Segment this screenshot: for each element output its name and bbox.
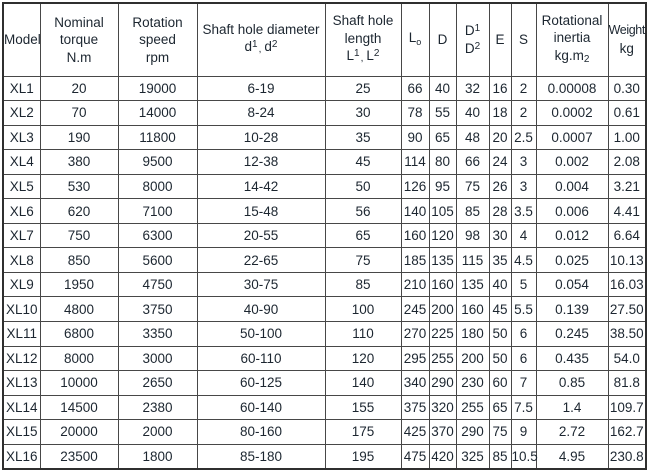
- cell-weight: 162.7: [608, 420, 646, 445]
- cell-l0: 160: [401, 223, 429, 248]
- table-row: [3, 371, 646, 396]
- cell-torque: 4800: [40, 297, 118, 322]
- cell-torque: 20000: [40, 420, 118, 445]
- cell-model: XL12: [3, 346, 40, 371]
- header-row: [3, 3, 646, 76]
- cell-speed: 11800: [118, 125, 197, 150]
- cell-inertia: 0.435: [536, 346, 608, 371]
- header-line: Rotation: [132, 14, 183, 30]
- cell-diameter: 22-65: [197, 248, 325, 273]
- cell-diameter: 80-160: [197, 420, 325, 445]
- cell-model: XL14: [3, 395, 40, 420]
- col-header-weight: [608, 3, 646, 76]
- cell-torque: 10000: [40, 371, 118, 396]
- cell-d1d2: 160: [456, 297, 489, 322]
- cell-d1d2: 98: [456, 223, 489, 248]
- spec-table: [2, 2, 647, 470]
- cell-diameter: 14-42: [197, 174, 325, 199]
- cell-length: 120: [325, 346, 401, 371]
- cell-diameter: 6-19: [197, 76, 325, 101]
- symbol-d1-sup: 1: [474, 23, 481, 35]
- cell-e: 18: [489, 101, 511, 126]
- inertia-unit-sub: 2: [583, 53, 590, 65]
- cell-l0: 185: [401, 248, 429, 273]
- cell-diameter: 10-28: [197, 125, 325, 150]
- cell-inertia: 0.002: [536, 150, 608, 175]
- cell-model: XL4: [3, 150, 40, 175]
- cell-d1d2: 255: [456, 395, 489, 420]
- cell-d: 95: [429, 174, 456, 199]
- header-line: Weight: [608, 23, 645, 38]
- cell-d1d2: 200: [456, 346, 489, 371]
- cell-speed: 2650: [118, 371, 197, 396]
- header-line: [457, 22, 489, 40]
- cell-weight: 0.61: [608, 101, 646, 126]
- symbol-d2-sup: 2: [474, 40, 481, 52]
- col-header-d: [429, 3, 456, 76]
- symbol-separator: ,: [258, 44, 262, 56]
- cell-inertia: 0.0007: [536, 125, 608, 150]
- cell-e: 26: [489, 174, 511, 199]
- cell-speed: 9500: [118, 150, 197, 175]
- symbol-l1-sup: 1: [354, 48, 360, 59]
- header-line: S: [518, 32, 528, 47]
- table-row: [3, 321, 646, 346]
- col-header-rotational-inertia: [536, 3, 608, 76]
- cell-d: 160: [429, 272, 456, 297]
- cell-e: 30: [489, 223, 511, 248]
- cell-length: 175: [325, 420, 401, 445]
- cell-speed: 2000: [118, 420, 197, 445]
- cell-l0: 210: [401, 272, 429, 297]
- cell-weight: 0.30: [608, 76, 646, 101]
- cell-s: 2: [511, 76, 536, 101]
- cell-s: 3: [511, 150, 536, 175]
- cell-speed: 19000: [118, 76, 197, 101]
- col-header-l: [401, 3, 429, 76]
- cell-l0: 475: [401, 444, 429, 469]
- cell-model: XL5: [3, 174, 40, 199]
- cell-d: 105: [429, 199, 456, 224]
- cell-d: 200: [429, 297, 456, 322]
- cell-e: 50: [489, 321, 511, 346]
- cell-length: 110: [325, 321, 401, 346]
- cell-length: 100: [325, 297, 401, 322]
- cell-s: 2.5: [511, 125, 536, 150]
- cell-model: XL15: [3, 420, 40, 445]
- symbol-d2-base: D: [464, 40, 475, 56]
- cell-d1d2: 40: [456, 101, 489, 126]
- cell-e: 28: [489, 199, 511, 224]
- table-row: [3, 125, 646, 150]
- cell-weight: 3.21: [608, 174, 646, 199]
- cell-length: 45: [325, 150, 401, 175]
- table-row: [3, 248, 646, 273]
- cell-length: 85: [325, 272, 401, 297]
- cell-e: 65: [489, 395, 511, 420]
- cell-d1d2: 135: [456, 272, 489, 297]
- cell-model: XL10: [3, 297, 40, 322]
- cell-torque: 23500: [40, 444, 118, 469]
- cell-inertia: 0.245: [536, 321, 608, 346]
- cell-torque: 20: [40, 76, 118, 101]
- symbol-l2-sup: 2: [373, 48, 380, 59]
- cell-l0: 114: [401, 150, 429, 175]
- cell-model: XL9: [3, 272, 40, 297]
- col-header-shaft-hole-length: [325, 3, 401, 76]
- cell-model: XL2: [3, 101, 40, 126]
- cell-speed: 3350: [118, 321, 197, 346]
- header-line: speed: [139, 32, 176, 47]
- cell-l0: 425: [401, 420, 429, 445]
- header-line: inertia: [553, 30, 591, 45]
- cell-l0: 126: [401, 174, 429, 199]
- cell-inertia: 1.4: [536, 395, 608, 420]
- cell-length: 35: [325, 125, 401, 150]
- table-header: [3, 3, 646, 76]
- cell-inertia: 0.012: [536, 223, 608, 248]
- cell-speed: 2380: [118, 395, 197, 420]
- cell-torque: 8000: [40, 346, 118, 371]
- header-line: D: [437, 32, 448, 47]
- header-line: N.m: [66, 49, 92, 65]
- cell-s: 4: [511, 223, 536, 248]
- cell-e: 24: [489, 150, 511, 175]
- cell-d: 55: [429, 101, 456, 126]
- cell-diameter: 60-125: [197, 371, 325, 396]
- cell-d1d2: 180: [456, 321, 489, 346]
- cell-model: XL11: [3, 321, 40, 346]
- table-row: [3, 395, 646, 420]
- cell-torque: 380: [40, 150, 118, 175]
- cell-speed: 6300: [118, 223, 197, 248]
- table-row: [3, 346, 646, 371]
- symbol-d2-base: d: [264, 39, 272, 55]
- cell-d1d2: 48: [456, 125, 489, 150]
- cell-d: 120: [429, 223, 456, 248]
- cell-s: 3.5: [511, 199, 536, 224]
- cell-s: 2: [511, 101, 536, 126]
- cell-d1d2: 290: [456, 420, 489, 445]
- cell-torque: 530: [40, 174, 118, 199]
- table-body: [3, 76, 646, 469]
- cell-length: 65: [325, 223, 401, 248]
- cell-torque: 14500: [40, 395, 118, 420]
- cell-l0: 270: [401, 321, 429, 346]
- cell-s: 4.5: [511, 248, 536, 273]
- cell-inertia: 0.006: [536, 199, 608, 224]
- cell-weight: 6.64: [608, 223, 646, 248]
- cell-e: 16: [489, 76, 511, 101]
- cell-e: 60: [489, 371, 511, 396]
- symbol-d1-sup: 1: [252, 39, 258, 51]
- cell-speed: 14000: [118, 101, 197, 126]
- cell-d: 420: [429, 444, 456, 469]
- cell-speed: 1800: [118, 444, 197, 469]
- cell-l0: 340: [401, 371, 429, 396]
- symbol-l0-base: L: [408, 29, 417, 45]
- cell-e: 75: [489, 420, 511, 445]
- symbol-d2-sup: 2: [271, 39, 278, 51]
- cell-length: 195: [325, 444, 401, 469]
- cell-d1d2: 66: [456, 150, 489, 175]
- cell-inertia: 2.72: [536, 420, 608, 445]
- cell-l0: 295: [401, 346, 429, 371]
- table-row: [3, 420, 646, 445]
- cell-s: 3: [511, 174, 536, 199]
- cell-d1d2: 325: [456, 444, 489, 469]
- header-line: torque: [59, 32, 99, 47]
- cell-length: 30: [325, 101, 401, 126]
- cell-model: XL1: [3, 76, 40, 101]
- cell-torque: 750: [40, 223, 118, 248]
- cell-torque: 70: [40, 101, 118, 126]
- cell-diameter: 85-180: [197, 444, 325, 469]
- table-row: [3, 76, 646, 101]
- cell-s: 7: [511, 371, 536, 396]
- cell-model: XL6: [3, 199, 40, 224]
- cell-diameter: 12-38: [197, 150, 325, 175]
- cell-torque: 190: [40, 125, 118, 150]
- cell-diameter: 8-24: [197, 101, 325, 126]
- cell-d: 80: [429, 150, 456, 175]
- cell-s: 10.5: [511, 444, 536, 469]
- cell-model: XL3: [3, 125, 40, 150]
- header-line: Model: [4, 32, 41, 47]
- cell-e: 85: [489, 444, 511, 469]
- header-line: Nominal: [54, 14, 104, 30]
- col-header-shaft-hole-diameter: [197, 3, 325, 76]
- cell-speed: 3750: [118, 297, 197, 322]
- inertia-unit-base: kg.m: [554, 47, 584, 63]
- cell-d: 40: [429, 76, 456, 101]
- cell-speed: 5600: [118, 248, 197, 273]
- cell-d: 290: [429, 371, 456, 396]
- cell-d1d2: 32: [456, 76, 489, 101]
- cell-weight: 2.08: [608, 150, 646, 175]
- cell-inertia: 0.054: [536, 272, 608, 297]
- cell-s: 6: [511, 346, 536, 371]
- cell-diameter: 30-75: [197, 272, 325, 297]
- cell-l0: 375: [401, 395, 429, 420]
- symbol-d1-base: d: [244, 39, 253, 55]
- symbol-l2-base: L: [366, 48, 374, 63]
- col-header-nominal-torque: [40, 3, 118, 76]
- table-row: [3, 223, 646, 248]
- table-row: [3, 444, 646, 469]
- header-line: [457, 40, 489, 58]
- cell-diameter: 20-55: [197, 223, 325, 248]
- symbol-l1-base: L: [346, 48, 355, 63]
- cell-weight: 27.50: [608, 297, 646, 322]
- symbol-l0-sub: o: [416, 36, 422, 47]
- cell-length: 140: [325, 371, 401, 396]
- cell-model: XL13: [3, 371, 40, 396]
- cell-s: 7.5: [511, 395, 536, 420]
- cell-d: 135: [429, 248, 456, 273]
- cell-diameter: 40-90: [197, 297, 325, 322]
- header-line: rpm: [145, 49, 170, 65]
- table-row: [3, 150, 646, 175]
- cell-inertia: 0.025: [536, 248, 608, 273]
- cell-speed: 4750: [118, 272, 197, 297]
- table-row: [3, 174, 646, 199]
- cell-weight: 54.0: [608, 346, 646, 371]
- cell-d: 225: [429, 321, 456, 346]
- header-line: [198, 38, 325, 59]
- header-line: length: [344, 30, 382, 46]
- cell-e: 35: [489, 248, 511, 273]
- coupling-spec-sheet: [2, 2, 647, 470]
- cell-torque: 1950: [40, 272, 118, 297]
- header-line: E: [495, 32, 505, 47]
- header-line: kg: [619, 40, 634, 56]
- table-row: [3, 297, 646, 322]
- cell-diameter: 60-110: [197, 346, 325, 371]
- cell-length: 155: [325, 395, 401, 420]
- cell-d1d2: 75: [456, 174, 489, 199]
- cell-inertia: 0.139: [536, 297, 608, 322]
- cell-d: 255: [429, 346, 456, 371]
- cell-inertia: 0.85: [536, 371, 608, 396]
- cell-weight: 10.13: [608, 248, 646, 273]
- cell-inertia: 0.004: [536, 174, 608, 199]
- cell-torque: 6800: [40, 321, 118, 346]
- cell-weight: 4.41: [608, 199, 646, 224]
- cell-weight: 1.00: [608, 125, 646, 150]
- cell-model: XL16: [3, 444, 40, 469]
- cell-length: 75: [325, 248, 401, 273]
- cell-torque: 850: [40, 248, 118, 273]
- cell-model: XL7: [3, 223, 40, 248]
- cell-s: 9: [511, 420, 536, 445]
- table-row: [3, 272, 646, 297]
- cell-torque: 620: [40, 199, 118, 224]
- cell-s: 6: [511, 321, 536, 346]
- col-header-d1-d2: [456, 3, 489, 76]
- cell-l0: 66: [401, 76, 429, 101]
- cell-l0: 140: [401, 199, 429, 224]
- cell-d: 320: [429, 395, 456, 420]
- cell-length: 50: [325, 174, 401, 199]
- cell-diameter: 50-100: [197, 321, 325, 346]
- cell-model: XL8: [3, 248, 40, 273]
- cell-e: 20: [489, 125, 511, 150]
- cell-d: 65: [429, 125, 456, 150]
- cell-weight: 109.7: [608, 395, 646, 420]
- header-line: Shaft hole diameter: [202, 21, 320, 37]
- cell-diameter: 15-48: [197, 199, 325, 224]
- cell-l0: 245: [401, 297, 429, 322]
- cell-speed: 7100: [118, 199, 197, 224]
- col-header-e: [489, 3, 511, 76]
- table-row: [3, 101, 646, 126]
- cell-d1d2: 85: [456, 199, 489, 224]
- col-header-model: [3, 3, 40, 76]
- cell-d1d2: 115: [456, 248, 489, 273]
- cell-diameter: 60-140: [197, 395, 325, 420]
- cell-length: 25: [325, 76, 401, 101]
- header-line: [326, 47, 401, 68]
- symbol-d1-base: D: [464, 23, 475, 39]
- cell-inertia: 0.00008: [536, 76, 608, 101]
- cell-speed: 3000: [118, 346, 197, 371]
- cell-weight: 16.03: [608, 272, 646, 297]
- cell-speed: 8000: [118, 174, 197, 199]
- cell-e: 45: [489, 297, 511, 322]
- symbol-separator: ,: [360, 53, 364, 64]
- cell-s: 5: [511, 272, 536, 297]
- header-line: Rotational: [541, 12, 603, 28]
- cell-length: 56: [325, 199, 401, 224]
- cell-d1d2: 230: [456, 371, 489, 396]
- cell-inertia: 4.95: [536, 444, 608, 469]
- cell-l0: 78: [401, 101, 429, 126]
- cell-e: 40: [489, 272, 511, 297]
- cell-weight: 230.8: [608, 444, 646, 469]
- cell-d: 370: [429, 420, 456, 445]
- cell-inertia: 0.0002: [536, 101, 608, 126]
- cell-weight: 38.50: [608, 321, 646, 346]
- col-header-s: [511, 3, 536, 76]
- header-line: [537, 47, 608, 69]
- cell-s: 5.5: [511, 297, 536, 322]
- table-row: [3, 199, 646, 224]
- cell-e: 50: [489, 346, 511, 371]
- header-line: Shaft hole: [332, 13, 394, 28]
- cell-weight: 81.8: [608, 371, 646, 396]
- col-header-rotation-speed: [118, 3, 197, 76]
- cell-l0: 90: [401, 125, 429, 150]
